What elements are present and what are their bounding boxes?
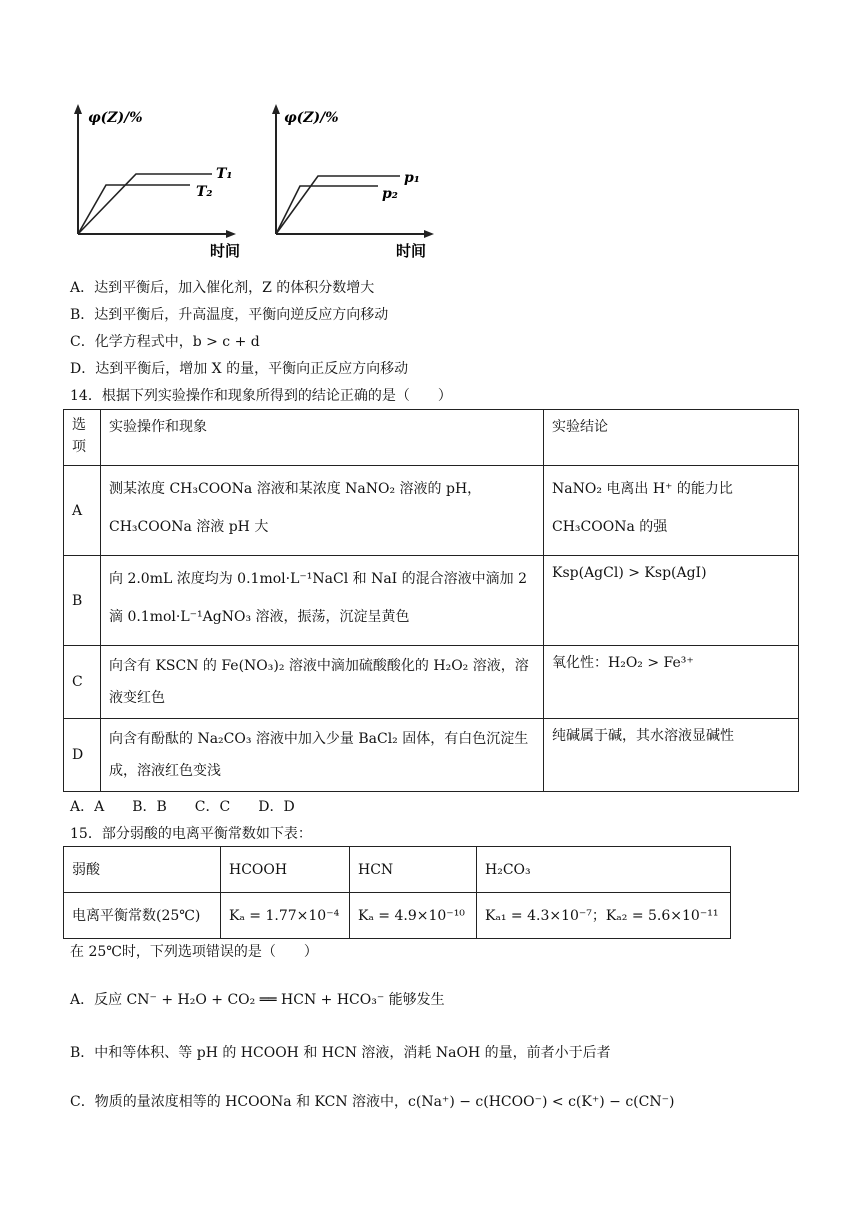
- q14-row-d-option: D: [64, 719, 101, 792]
- q14-row-c-option: C: [64, 646, 101, 719]
- q14-header-row: [64, 410, 799, 466]
- graph1-t1-label: T₁: [216, 166, 233, 182]
- q14-row-c-operation: 向含有 KSCN 的 Fe(NO₃)₂ 溶液中滴加硫酸酸化的 H₂O₂ 溶液，溶液变红色: [101, 646, 544, 719]
- curve-t1: [78, 174, 212, 234]
- q14-row-d-conclusion: 纯碱属于碱，其水溶液显碱性: [544, 719, 799, 792]
- q14-row-c-conclusion: 氧化性：H₂O₂ > Fe³⁺: [544, 646, 799, 719]
- q14-row-b-option: B: [64, 556, 101, 646]
- q13-option-c: C．化学方程式中，b > c + d: [70, 334, 260, 350]
- q15-question: 在 25℃时，下列选项错误的是（ ）: [70, 944, 318, 960]
- q15-row-label: 电离平衡常数(25℃): [64, 893, 221, 939]
- graph2-xlabel: 时间: [396, 242, 427, 260]
- graph1-y-arrow: [74, 104, 82, 114]
- q14-header-operation: 实验操作和现象: [101, 410, 544, 466]
- q14-row-a-option: A: [64, 466, 101, 556]
- curve-p1: [276, 176, 400, 234]
- q14-answer-choices: A．A B．B C．C D．D: [70, 799, 295, 815]
- q15-ka-h2co3: Kₐ₁ = 4.3×10⁻⁷；Kₐ₂ = 5.6×10⁻¹¹: [477, 893, 731, 939]
- table-row: [64, 719, 799, 792]
- table-row: [64, 646, 799, 719]
- graph2-y-arrow: [272, 104, 280, 114]
- q15-header-hcn: HCN: [350, 847, 477, 893]
- graph2-x-arrow: [424, 230, 434, 238]
- q13-option-a: A．达到平衡后，加入催化剂，Z 的体积分数增大: [70, 280, 375, 296]
- table-row: [64, 893, 731, 939]
- graph1-t2-label: T₂: [196, 184, 213, 200]
- graph-pressure: [272, 104, 434, 260]
- q13-option-b: B．达到平衡后，升高温度，平衡向逆反应方向移动: [70, 307, 389, 323]
- q14-header-conclusion: 实验结论: [544, 410, 799, 466]
- q15-option-b: B．中和等体积、等 pH 的 HCOOH 和 HCN 溶液，消耗 NaOH 的量，前者小于后者: [70, 1045, 611, 1061]
- q15-option-c: C．物质的量浓度相等的 HCOONa 和 KCN 溶液中，c(Na⁺) − c(HCOO⁻) < c(K⁺) − c(CN⁻): [70, 1094, 675, 1110]
- graph1-xlabel: 时间: [210, 242, 241, 260]
- q15-table: [63, 846, 731, 939]
- graph1-ylabel: φ(Z)/%: [88, 110, 143, 126]
- q14-row-a-conclusion: NaNO₂ 电离出 H⁺ 的能力比 CH₃COONa 的强: [544, 466, 799, 556]
- q15-option-a: A．反应 CN⁻ + H₂O + CO₂ ══ HCN + HCO₃⁻ 能够发生: [70, 992, 445, 1008]
- q14-row-a-operation: 测某浓度 CH₃COONa 溶液和某浓度 NaNO₂ 溶液的 pH，CH₃COONa 溶液 pH 大: [101, 466, 544, 556]
- q14-row-b-operation: 向 2.0mL 浓度均为 0.1mol·L⁻¹NaCl 和 NaI 的混合溶液中滴加 2 滴 0.1mol·L⁻¹AgNO₃ 溶液，振荡，沉淀呈黄色: [101, 556, 544, 646]
- graph1-x-arrow: [226, 230, 236, 238]
- q15-ka-hcooh: Kₐ = 1.77×10⁻⁴: [221, 893, 350, 939]
- q15-header-hcooh: HCOOH: [221, 847, 350, 893]
- graph2-ylabel: φ(Z)/%: [284, 110, 339, 126]
- q14-table: [63, 409, 799, 792]
- q15-header-row: [64, 847, 731, 893]
- graph2-p2-label: p₂: [382, 186, 398, 202]
- q15-header-h2co3: H₂CO₃: [477, 847, 731, 893]
- q15-stem: 15．部分弱酸的电离平衡常数如下表：: [70, 826, 312, 842]
- q13-option-d: D．达到平衡后，增加 X 的量，平衡向正反应方向移动: [70, 361, 409, 377]
- curve-t2: [78, 185, 190, 234]
- graph2-p1-label: p₁: [404, 170, 420, 186]
- equilibrium-graphs: [70, 96, 450, 262]
- table-row: [64, 466, 799, 556]
- q15-header-acid: 弱酸: [64, 847, 221, 893]
- q14-row-b-conclusion: Ksp(AgCl) > Ksp(AgI): [544, 556, 799, 646]
- q15-ka-hcn: Kₐ = 4.9×10⁻¹⁰: [350, 893, 477, 939]
- graph-temperature: [74, 104, 240, 260]
- curve-p2: [276, 186, 378, 234]
- table-row: [64, 556, 799, 646]
- q14-row-d-operation: 向含有酚酞的 Na₂CO₃ 溶液中加入少量 BaCl₂ 固体，有白色沉淀生成，溶液红色变浅: [101, 719, 544, 792]
- q14-stem: 14．根据下列实验操作和现象所得到的结论正确的是（ ）: [70, 388, 452, 404]
- q14-header-option: 选项: [64, 410, 101, 466]
